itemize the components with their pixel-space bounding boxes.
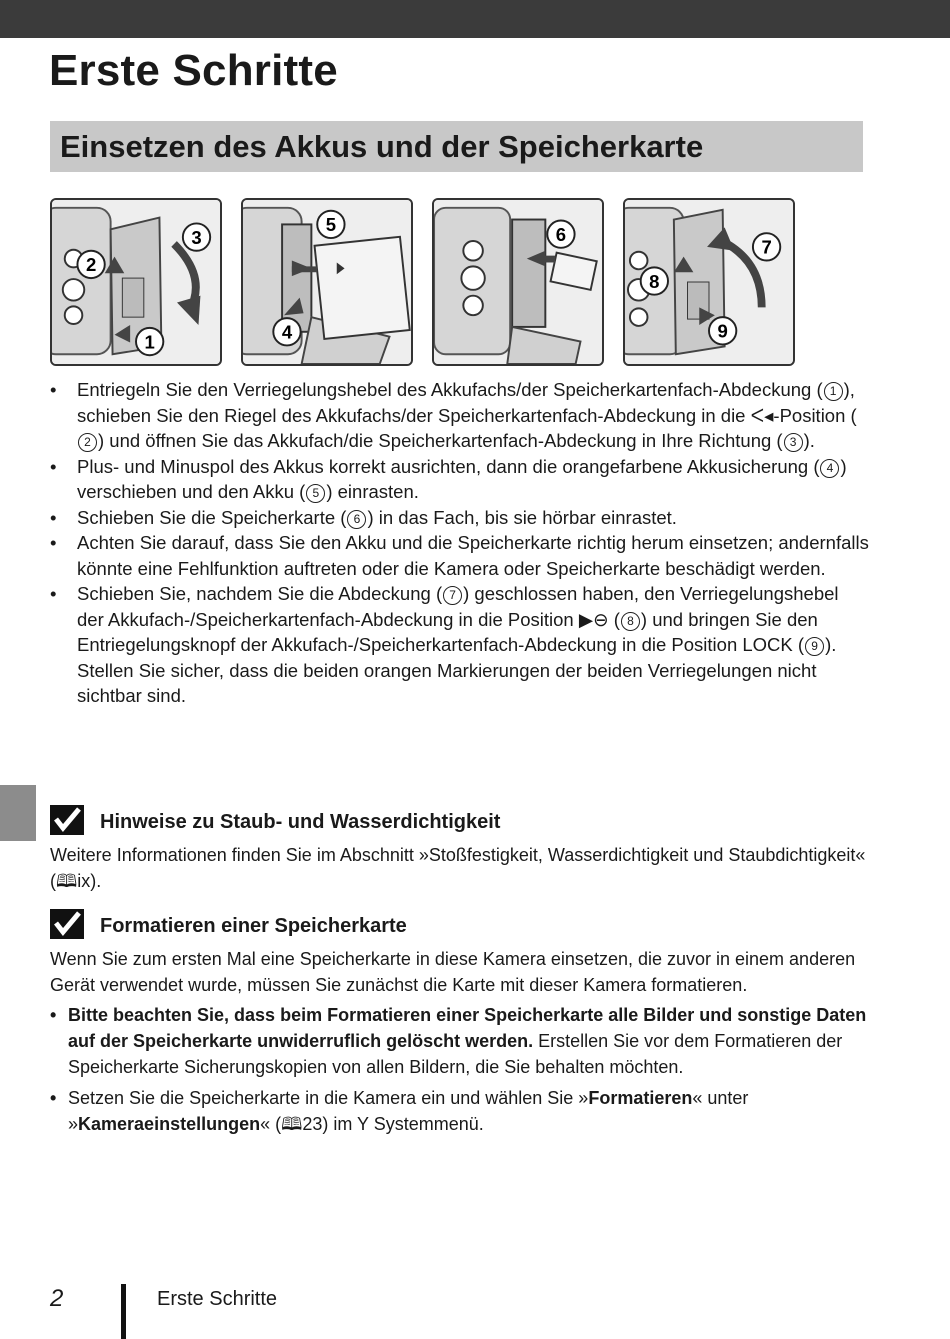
format-instruction: • Setzen Sie die Speicherkarte in die Kamera ein und wählen Sie »Formatieren« unter »Kameraeinstellungen« (🕮23) im Y Systemmenü. xyxy=(50,1085,870,1137)
illustration-insert-battery xyxy=(241,198,413,366)
circled-number: 4 xyxy=(820,459,839,478)
page-number: 2 xyxy=(50,1285,64,1312)
step-orientation-warning: • Achten Sie darauf, dass Sie den Akku und die Speicherkarte richtig herum einsetzen; andernfalls könnte eine Fehlfunktion auftreten oder die Kamera oder Speicherkarte beschädigt werden. xyxy=(50,530,870,581)
callout-9 xyxy=(709,317,736,344)
svg-text:3: 3 xyxy=(191,226,202,248)
svg-text:7: 7 xyxy=(761,236,772,258)
callout-7 xyxy=(753,233,780,260)
circled-number: 6 xyxy=(347,510,366,529)
svg-text:9: 9 xyxy=(717,320,728,342)
svg-text:4: 4 xyxy=(281,321,293,343)
circled-number: 7 xyxy=(443,586,462,605)
step-insert-battery: • Plus- und Minuspol des Akkus korrekt ausrichten, dann die orangefarbene Akkusicherung ( 4 ) verschieben und den Akku ( 5 ) einrasten. xyxy=(50,454,870,505)
circled-number: 3 xyxy=(784,433,803,452)
note-format-title: Formatieren einer Speicherkarte xyxy=(100,915,407,937)
unlock-symbol-icon: ᐸ◂ xyxy=(750,404,774,426)
callout-1 xyxy=(136,328,163,355)
svg-text:2: 2 xyxy=(85,254,97,276)
step-insert-card: • Schieben Sie die Speicherkarte ( 6 ) in das Fach, bis sie hörbar einrastet. xyxy=(50,505,870,531)
circled-number: 5 xyxy=(306,484,325,503)
circled-number: 1 xyxy=(824,382,843,401)
footer-divider xyxy=(121,1284,126,1339)
format-bullets xyxy=(50,1002,870,1142)
note-dust-water-title: Hinweise zu Staub- und Wasserdichtigkeit xyxy=(100,811,501,833)
page-ref-icon: 🕮 xyxy=(281,1114,303,1134)
illustration-close-cover xyxy=(623,198,795,366)
svg-text:8: 8 xyxy=(649,270,660,292)
illustration-strip xyxy=(50,198,800,368)
chapter-title: Erste Schritte xyxy=(49,46,338,95)
callout-4 xyxy=(273,318,300,345)
note-dust-water-text: Weitere Informationen finden Sie im Abschnitt »Stoßfestigkeit, Wasserdichtigkeit und Staubdichtigkeit« (🕮ix). xyxy=(50,845,866,891)
note-check-icon xyxy=(50,805,84,835)
wrench-icon: Y xyxy=(357,1114,369,1134)
callout-6 xyxy=(547,221,574,248)
callout-2 xyxy=(77,251,104,278)
format-warning: • Bitte beachten Sie, dass beim Formatieren einer Speicherkarte alle Bilder und sonstige Daten auf der Speicherkarte unwiderruflich gelöscht werden. Erstellen Sie vor dem Formatieren der Speicherkarte Sicherungskopien von allen Bildern, die Sie behalten möchten. xyxy=(50,1002,870,1080)
circled-number: 2 xyxy=(78,433,97,452)
section-header xyxy=(50,121,863,172)
page-ref-icon: 🕮 xyxy=(56,871,78,891)
callout-5 xyxy=(317,211,344,238)
svg-text:5: 5 xyxy=(325,214,337,236)
callout-8 xyxy=(641,267,668,294)
circled-number: 9 xyxy=(805,637,824,656)
step-unlock-cover: • Entriegeln Sie den Verriegelungshebel des Akkufachs/der Speicherkartenfach-Abdeckung ( 1 ), schieben Sie den Riegel des Akkufachs/der Speicherkartenfach-Abdeckung in die ᐸ◂-Position (2 ) und öffnen Sie das Akkufach/die Speicherkartenfach-Abdeckung in Ihre Richtung ( 3 ). xyxy=(50,377,870,454)
svg-text:1: 1 xyxy=(144,331,155,353)
note-check-icon xyxy=(50,909,84,939)
instruction-list xyxy=(50,377,870,709)
step-close-cover: • Schieben Sie, nachdem Sie die Abdeckung ( 7 ) geschlossen haben, den Verriegelungshebel der Akkufach-/Speicherkartenfach-Abdeckung in die Position ▶⊖ ( 8 ) und bringen Sie den Entriegelungsknopf der Akkufach-/Speicherkartenfach-Abdeckung in die Position LOCK ( 9 ). Stellen Sie sicher, dass die beiden orangen Markierungen der beiden Verriegelungen nicht sichtbar sind. xyxy=(50,581,870,709)
circled-number: 8 xyxy=(621,612,640,631)
note-format-text: Wenn Sie zum ersten Mal eine Speicherkarte in diese Kamera einsetzen, die zuvor in einem anderen Gerät verwendet wurde, müssen Sie zunächst die Karte mit dieser Kamera formatieren. xyxy=(50,949,856,995)
callout-3 xyxy=(183,223,210,250)
chapter-side-tab xyxy=(0,785,36,841)
footer-chapter: Erste Schritte xyxy=(157,1288,278,1310)
svg-text:6: 6 xyxy=(555,224,567,245)
top-bar xyxy=(0,0,950,38)
illustration-insert-memory-card xyxy=(432,198,604,366)
lock-position-icon: ▶⊖ xyxy=(578,608,609,630)
section-title: Einsetzen des Akkus und der Speicherkarte xyxy=(60,129,704,164)
illustration-open-cover xyxy=(50,198,222,366)
